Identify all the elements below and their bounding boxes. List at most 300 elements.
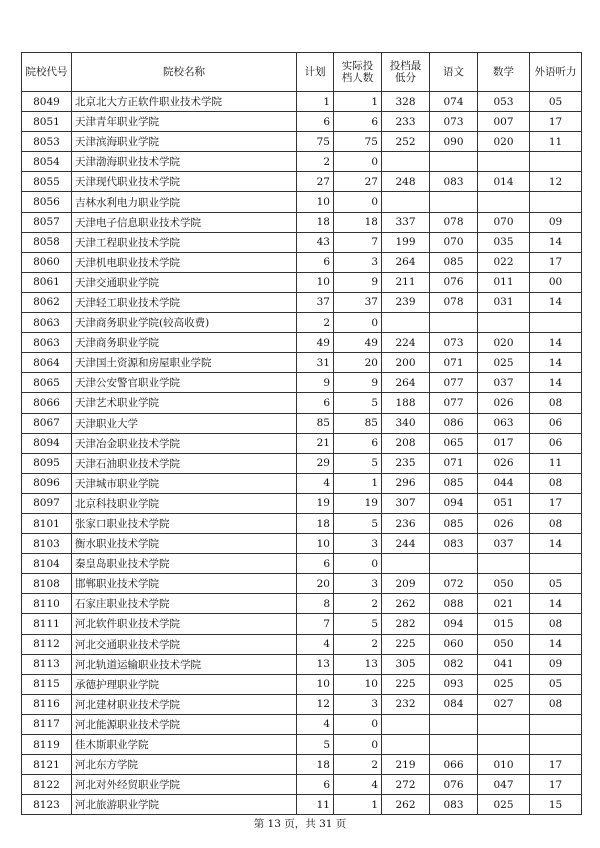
table-row — [22, 272, 582, 292]
cell-english: 14 — [530, 534, 582, 554]
cell-name: 河北能源职业技术学院 — [72, 714, 297, 734]
cell-name: 秦皇岛职业技术学院 — [72, 554, 297, 574]
cell-name: 承德护理职业学院 — [72, 674, 297, 694]
cell-english: 14 — [530, 333, 582, 353]
cell-code: 8117 — [22, 714, 72, 734]
table-row — [22, 292, 582, 312]
cell-lowest: 307 — [382, 493, 430, 513]
table-row — [22, 554, 582, 574]
cell-english: 08 — [530, 473, 582, 493]
cell-code: 8065 — [22, 373, 72, 393]
table-body — [22, 92, 582, 815]
cell-name: 佳木斯职业学院 — [72, 735, 297, 755]
cell-english: 05 — [530, 674, 582, 694]
cell-code: 8103 — [22, 534, 72, 554]
cell-chinese: 083 — [430, 172, 478, 192]
cell-chinese: 073 — [430, 333, 478, 353]
cell-actual: 3 — [334, 694, 382, 714]
cell-name: 天津艺术职业学院 — [72, 393, 297, 413]
cell-actual: 2 — [334, 594, 382, 614]
cell-code: 8104 — [22, 554, 72, 574]
cell-english: 12 — [530, 172, 582, 192]
cell-plan: 37 — [297, 292, 334, 312]
cell-math: 007 — [478, 112, 530, 132]
cell-lowest: 236 — [382, 513, 430, 533]
cell-name: 天津商务职业学院(较高收费) — [72, 313, 297, 333]
cell-lowest: 305 — [382, 654, 430, 674]
table-row — [22, 212, 582, 232]
cell-math: 014 — [478, 172, 530, 192]
header-actual: 实际投档人数 — [334, 53, 382, 92]
cell-math: 050 — [478, 574, 530, 594]
cell-lowest — [382, 554, 430, 574]
cell-math: 026 — [478, 513, 530, 533]
cell-lowest: 262 — [382, 594, 430, 614]
header-chinese: 语文 — [430, 53, 478, 92]
cell-code: 8096 — [22, 473, 72, 493]
cell-actual: 13 — [334, 654, 382, 674]
cell-plan: 10 — [297, 272, 334, 292]
cell-actual: 0 — [334, 554, 382, 574]
cell-actual: 37 — [334, 292, 382, 312]
cell-code: 8113 — [22, 654, 72, 674]
cell-actual: 85 — [334, 413, 382, 433]
cell-plan: 27 — [297, 172, 334, 192]
table-row — [22, 574, 582, 594]
table-row — [22, 252, 582, 272]
cell-actual: 9 — [334, 373, 382, 393]
cell-lowest: 340 — [382, 413, 430, 433]
cell-actual: 20 — [334, 353, 382, 373]
table-row — [22, 795, 582, 815]
page-footer: 第 13 页，共 31 页 — [253, 818, 347, 830]
cell-name: 天津交通职业学院 — [72, 272, 297, 292]
cell-lowest — [382, 192, 430, 212]
cell-english — [530, 735, 582, 755]
cell-lowest: 233 — [382, 112, 430, 132]
cell-english: 08 — [530, 393, 582, 413]
cell-chinese: 086 — [430, 413, 478, 433]
cell-name: 河北对外经贸职业学院 — [72, 775, 297, 795]
cell-code: 8053 — [22, 132, 72, 152]
cell-lowest — [382, 714, 430, 734]
table-row — [22, 232, 582, 252]
cell-chinese: 060 — [430, 634, 478, 654]
cell-plan: 8 — [297, 594, 334, 614]
table-row — [22, 393, 582, 413]
cell-math: 037 — [478, 534, 530, 554]
cell-plan: 21 — [297, 433, 334, 453]
cell-code: 8121 — [22, 755, 72, 775]
cell-code: 8056 — [22, 192, 72, 212]
cell-chinese: 082 — [430, 654, 478, 674]
cell-lowest: 264 — [382, 373, 430, 393]
cell-plan: 7 — [297, 614, 334, 634]
cell-chinese: 076 — [430, 775, 478, 795]
table-row — [22, 373, 582, 393]
cell-lowest: 225 — [382, 674, 430, 694]
table-row — [22, 534, 582, 554]
cell-lowest: 272 — [382, 775, 430, 795]
table-row — [22, 493, 582, 513]
cell-math: 050 — [478, 634, 530, 654]
cell-name: 北京科技职业学院 — [72, 493, 297, 513]
cell-name: 张家口职业技术学院 — [72, 513, 297, 533]
cell-lowest: 211 — [382, 272, 430, 292]
cell-actual: 18 — [334, 212, 382, 232]
cell-name: 河北旅游职业学院 — [72, 795, 297, 815]
table-row — [22, 313, 582, 333]
cell-english: 14 — [530, 353, 582, 373]
table-header — [22, 53, 582, 92]
cell-name: 河北东方学院 — [72, 755, 297, 775]
cell-plan: 18 — [297, 513, 334, 533]
cell-math: 037 — [478, 373, 530, 393]
cell-code: 8116 — [22, 694, 72, 714]
cell-plan: 29 — [297, 453, 334, 473]
cell-lowest — [382, 152, 430, 172]
cell-math — [478, 735, 530, 755]
cell-english: 08 — [530, 694, 582, 714]
cell-name: 天津机电职业技术学院 — [72, 252, 297, 272]
cell-english — [530, 192, 582, 212]
cell-actual: 5 — [334, 453, 382, 473]
cell-math — [478, 152, 530, 172]
table-row — [22, 433, 582, 453]
table-row — [22, 333, 582, 353]
cell-math: 026 — [478, 393, 530, 413]
cell-code: 8064 — [22, 353, 72, 373]
cell-code: 8063 — [22, 313, 72, 333]
cell-actual: 1 — [334, 795, 382, 815]
cell-name: 天津现代职业技术学院 — [72, 172, 297, 192]
cell-math: 035 — [478, 232, 530, 252]
cell-plan: 10 — [297, 192, 334, 212]
cell-plan: 11 — [297, 795, 334, 815]
cell-chinese: 071 — [430, 353, 478, 373]
cell-name: 天津国土资源和房屋职业学院 — [72, 353, 297, 373]
cell-math: 051 — [478, 493, 530, 513]
cell-lowest: 248 — [382, 172, 430, 192]
cell-math — [478, 714, 530, 734]
table-row — [22, 755, 582, 775]
cell-lowest: 328 — [382, 92, 430, 112]
cell-math: 015 — [478, 614, 530, 634]
cell-chinese: 085 — [430, 252, 478, 272]
cell-chinese — [430, 192, 478, 212]
table-row — [22, 92, 582, 112]
cell-plan: 9 — [297, 373, 334, 393]
cell-lowest: 239 — [382, 292, 430, 312]
cell-math: 020 — [478, 132, 530, 152]
cell-plan: 19 — [297, 493, 334, 513]
cell-english: 11 — [530, 453, 582, 473]
cell-plan: 43 — [297, 232, 334, 252]
cell-code: 8058 — [22, 232, 72, 252]
cell-chinese: 090 — [430, 132, 478, 152]
cell-chinese: 072 — [430, 574, 478, 594]
cell-math: 020 — [478, 333, 530, 353]
cell-chinese: 078 — [430, 292, 478, 312]
cell-english: 05 — [530, 574, 582, 594]
cell-math: 041 — [478, 654, 530, 674]
cell-actual: 0 — [334, 714, 382, 734]
cell-code: 8123 — [22, 795, 72, 815]
cell-english: 17 — [530, 112, 582, 132]
cell-lowest: 296 — [382, 473, 430, 493]
cell-chinese — [430, 735, 478, 755]
cell-actual: 5 — [334, 393, 382, 413]
cell-plan: 2 — [297, 313, 334, 333]
cell-math: 025 — [478, 353, 530, 373]
cell-code: 8063 — [22, 333, 72, 353]
cell-lowest: 337 — [382, 212, 430, 232]
cell-actual: 19 — [334, 493, 382, 513]
cell-actual: 6 — [334, 433, 382, 453]
cell-math: 022 — [478, 252, 530, 272]
cell-chinese: 084 — [430, 694, 478, 714]
cell-code: 8097 — [22, 493, 72, 513]
cell-code: 8061 — [22, 272, 72, 292]
cell-lowest: 199 — [382, 232, 430, 252]
cell-lowest: 219 — [382, 755, 430, 775]
cell-plan: 2 — [297, 152, 334, 172]
cell-actual: 3 — [334, 252, 382, 272]
cell-actual: 3 — [334, 534, 382, 554]
cell-lowest: 188 — [382, 393, 430, 413]
cell-math: 025 — [478, 795, 530, 815]
cell-chinese: 074 — [430, 92, 478, 112]
admission-table — [21, 52, 582, 815]
cell-name: 天津公安警官职业学院 — [72, 373, 297, 393]
cell-name: 邯郸职业技术学院 — [72, 574, 297, 594]
cell-lowest: 282 — [382, 614, 430, 634]
cell-actual: 2 — [334, 634, 382, 654]
cell-english: 08 — [530, 614, 582, 634]
cell-english: 14 — [530, 634, 582, 654]
cell-math: 017 — [478, 433, 530, 453]
cell-chinese: 070 — [430, 232, 478, 252]
cell-actual: 2 — [334, 755, 382, 775]
cell-code: 8110 — [22, 594, 72, 614]
header-row — [22, 53, 582, 92]
cell-english: 06 — [530, 413, 582, 433]
table-row — [22, 132, 582, 152]
cell-english: 17 — [530, 775, 582, 795]
cell-english: 08 — [530, 513, 582, 533]
cell-code: 8051 — [22, 112, 72, 132]
cell-name: 河北建材职业技术学院 — [72, 694, 297, 714]
table-row — [22, 473, 582, 493]
cell-chinese: 077 — [430, 373, 478, 393]
cell-name: 衡水职业技术学院 — [72, 534, 297, 554]
cell-english: 17 — [530, 493, 582, 513]
header-math: 数学 — [478, 53, 530, 92]
cell-plan: 6 — [297, 112, 334, 132]
table-row — [22, 735, 582, 755]
cell-plan: 4 — [297, 634, 334, 654]
header-lowest: 投档最低分 — [382, 53, 430, 92]
cell-math: 031 — [478, 292, 530, 312]
cell-code: 8108 — [22, 574, 72, 594]
table-row — [22, 594, 582, 614]
cell-english: 17 — [530, 252, 582, 272]
cell-actual: 5 — [334, 513, 382, 533]
cell-math: 070 — [478, 212, 530, 232]
cell-chinese — [430, 313, 478, 333]
cell-chinese: 094 — [430, 614, 478, 634]
cell-math: 047 — [478, 775, 530, 795]
cell-name: 吉林水利电力职业学院 — [72, 192, 297, 212]
cell-actual: 0 — [334, 313, 382, 333]
cell-actual: 7 — [334, 232, 382, 252]
cell-name: 天津商务职业学院 — [72, 333, 297, 353]
cell-actual: 1 — [334, 473, 382, 493]
cell-lowest: 209 — [382, 574, 430, 594]
table-row — [22, 152, 582, 172]
cell-actual: 10 — [334, 674, 382, 694]
cell-lowest — [382, 313, 430, 333]
cell-name: 天津石油职业技术学院 — [72, 453, 297, 473]
cell-chinese: 071 — [430, 453, 478, 473]
cell-english — [530, 152, 582, 172]
cell-chinese: 066 — [430, 755, 478, 775]
cell-english: 11 — [530, 132, 582, 152]
cell-chinese — [430, 714, 478, 734]
cell-plan: 5 — [297, 735, 334, 755]
cell-actual: 3 — [334, 574, 382, 594]
cell-english: 00 — [530, 272, 582, 292]
cell-code: 8122 — [22, 775, 72, 795]
cell-english: 05 — [530, 92, 582, 112]
cell-math: 044 — [478, 473, 530, 493]
table-row — [22, 513, 582, 533]
cell-plan: 6 — [297, 393, 334, 413]
cell-chinese — [430, 152, 478, 172]
cell-actual: 0 — [334, 152, 382, 172]
cell-chinese: 094 — [430, 493, 478, 513]
cell-actual: 9 — [334, 272, 382, 292]
cell-code: 8054 — [22, 152, 72, 172]
cell-lowest: 232 — [382, 694, 430, 714]
cell-math: 025 — [478, 674, 530, 694]
cell-chinese: 077 — [430, 393, 478, 413]
cell-actual: 4 — [334, 775, 382, 795]
table-row — [22, 714, 582, 734]
cell-code: 8062 — [22, 292, 72, 312]
cell-math: 027 — [478, 694, 530, 714]
cell-english: 14 — [530, 232, 582, 252]
cell-math: 053 — [478, 92, 530, 112]
cell-lowest: 208 — [382, 433, 430, 453]
table-row — [22, 112, 582, 132]
cell-code: 8115 — [22, 674, 72, 694]
cell-name: 天津冶金职业技术学院 — [72, 433, 297, 453]
cell-name: 河北软件职业技术学院 — [72, 614, 297, 634]
header-name: 院校名称 — [72, 53, 297, 92]
cell-code: 8101 — [22, 513, 72, 533]
table-row — [22, 775, 582, 795]
table-row — [22, 694, 582, 714]
cell-chinese: 078 — [430, 212, 478, 232]
cell-code: 8055 — [22, 172, 72, 192]
cell-chinese: 093 — [430, 674, 478, 694]
cell-name: 河北交通职业技术学院 — [72, 634, 297, 654]
cell-code: 8060 — [22, 252, 72, 272]
table-row — [22, 634, 582, 654]
cell-name: 天津城市职业学院 — [72, 473, 297, 493]
table-row — [22, 453, 582, 473]
cell-english — [530, 313, 582, 333]
cell-english: 14 — [530, 594, 582, 614]
cell-lowest: 235 — [382, 453, 430, 473]
cell-plan: 18 — [297, 212, 334, 232]
cell-math: 021 — [478, 594, 530, 614]
cell-plan: 12 — [297, 694, 334, 714]
cell-name: 北京北大方正软件职业技术学院 — [72, 92, 297, 112]
cell-lowest: 225 — [382, 634, 430, 654]
cell-plan: 10 — [297, 674, 334, 694]
cell-name: 天津青年职业学院 — [72, 112, 297, 132]
cell-name: 石家庄职业技术学院 — [72, 594, 297, 614]
cell-math: 026 — [478, 453, 530, 473]
cell-code: 8095 — [22, 453, 72, 473]
cell-plan: 31 — [297, 353, 334, 373]
table-row — [22, 413, 582, 433]
cell-plan: 85 — [297, 413, 334, 433]
cell-plan: 75 — [297, 132, 334, 152]
cell-actual: 5 — [334, 614, 382, 634]
header-english: 外语听力 — [530, 53, 582, 92]
cell-name: 天津电子信息职业技术学院 — [72, 212, 297, 232]
cell-chinese — [430, 554, 478, 574]
cell-lowest: 262 — [382, 795, 430, 815]
cell-code: 8057 — [22, 212, 72, 232]
cell-plan: 20 — [297, 574, 334, 594]
cell-lowest: 264 — [382, 252, 430, 272]
cell-english — [530, 554, 582, 574]
header-code: 院校代号 — [22, 53, 72, 92]
cell-lowest — [382, 735, 430, 755]
cell-plan: 10 — [297, 534, 334, 554]
cell-chinese: 085 — [430, 513, 478, 533]
table-row — [22, 353, 582, 373]
cell-code: 8049 — [22, 92, 72, 112]
cell-actual: 0 — [334, 192, 382, 212]
cell-plan: 18 — [297, 755, 334, 775]
cell-plan: 13 — [297, 654, 334, 674]
cell-math: 011 — [478, 272, 530, 292]
cell-plan: 6 — [297, 775, 334, 795]
cell-plan: 4 — [297, 714, 334, 734]
cell-actual: 1 — [334, 92, 382, 112]
cell-math — [478, 192, 530, 212]
table-row — [22, 172, 582, 192]
cell-actual: 49 — [334, 333, 382, 353]
cell-english: 09 — [530, 654, 582, 674]
cell-chinese: 073 — [430, 112, 478, 132]
table-row — [22, 674, 582, 694]
table-row — [22, 654, 582, 674]
cell-math — [478, 554, 530, 574]
cell-code: 8094 — [22, 433, 72, 453]
cell-english: 17 — [530, 755, 582, 775]
cell-plan: 6 — [297, 554, 334, 574]
cell-actual: 75 — [334, 132, 382, 152]
cell-code: 8119 — [22, 735, 72, 755]
cell-english: 14 — [530, 292, 582, 312]
cell-code: 8066 — [22, 393, 72, 413]
